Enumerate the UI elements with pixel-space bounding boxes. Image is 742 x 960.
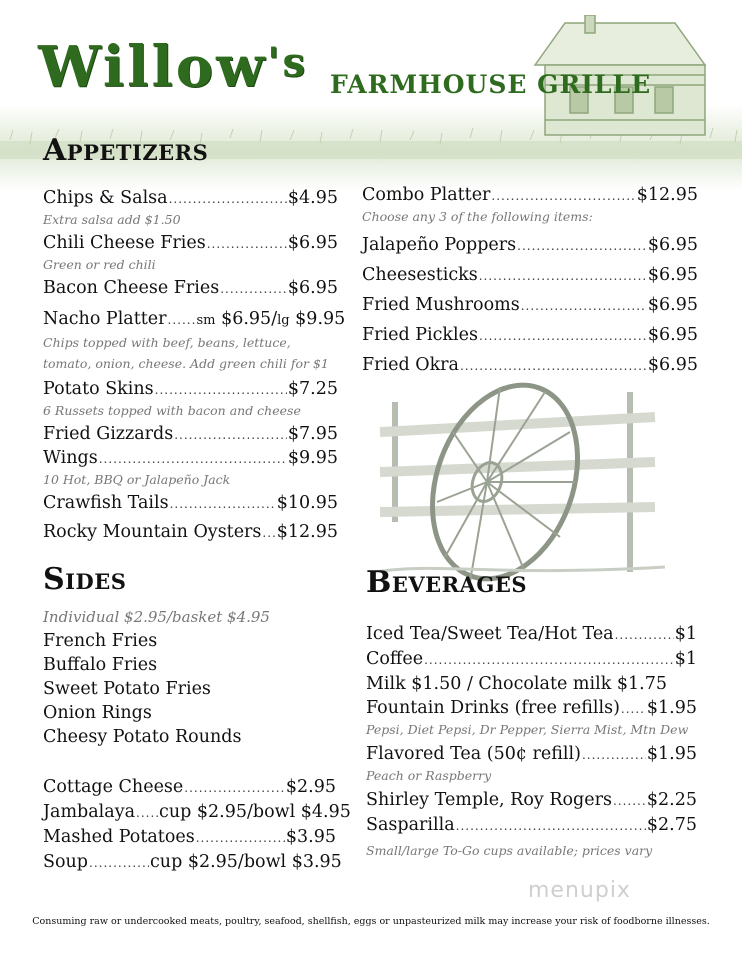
restaurant-subtitle: FARMHOUSE GRILLE — [330, 70, 652, 99]
menu-item: Fried Mushrooms ..... $6.95 — [362, 294, 698, 318]
menu-item: Crawfish Tails ..... $10.95 — [43, 492, 338, 516]
menu-item: Fried Okra ..... $6.95 — [362, 354, 698, 378]
menu-item: Shirley Temple, Roy Rogers ..... $2.25 — [366, 788, 697, 813]
item-note: Choose any 3 of the following items: — [362, 209, 593, 224]
item-note: Chips topped with beef, beans, lettuce, tomato, onion, cheese. Add green chili for $1 — [43, 335, 329, 371]
beverages-heading: Beverages — [366, 565, 528, 600]
item-note: Pepsi, Diet Pepsi, Dr Pepper, Sierra Mist, Mtn Dew — [366, 722, 689, 737]
menu-item: Chips & Salsa ..... $4.95 — [43, 187, 338, 211]
sides-list — [43, 606, 338, 749]
menu-item: Rocky Mountain Oysters ..... $12.95 — [43, 521, 338, 545]
appetizers-list — [43, 187, 346, 545]
side-item: Sweet Potato Fries — [43, 679, 211, 699]
sides-price-note: Individual $2.95/basket $4.95 — [43, 608, 270, 626]
menu-item: Wings ..... $9.95 — [43, 447, 338, 471]
menu-item: Combo Platter ..... $12.95 — [362, 184, 698, 208]
menu-item: Soup ..... cup $2.95/bowl $3.95 — [43, 850, 336, 875]
food-safety-disclaimer: Consuming raw or undercooked meats, poultry, seafood, shellfish, eggs or unpasteurized milk may increase your risk of foodborne illnesses. — [32, 916, 710, 927]
side-item: Onion Rings — [43, 703, 152, 723]
appetizers-heading: Appetizers — [43, 133, 209, 168]
item-note: Peach or Raspberry — [366, 768, 492, 783]
beverages-list — [366, 622, 697, 863]
watermark: menupix — [528, 878, 631, 903]
menu-item: Chili Cheese Fries ..... $6.95 — [43, 232, 338, 256]
item-note: Green or red chili — [43, 257, 156, 272]
wagon-wheel-fence-illustration — [375, 372, 665, 592]
menu-item: Iced Tea/Sweet Tea/Hot Tea ..... $1 — [366, 622, 697, 647]
beverages-footer-note: Small/large To-Go cups available; prices vary — [366, 843, 653, 858]
menu-item: Cottage Cheese ..... $2.95 — [43, 775, 336, 800]
menu-item: Fried Gizzards ..... $7.95 — [43, 423, 338, 447]
menu-item: Fountain Drinks (free refills) ..... $1.95 — [366, 696, 697, 721]
menu-item: Mashed Potatoes ..... $3.95 — [43, 825, 336, 850]
side-item: French Fries — [43, 631, 158, 651]
menu-item: Potato Skins ..... $7.25 — [43, 378, 338, 402]
menu-item: Milk $1.50 / Chocolate milk $1.75 — [366, 674, 667, 694]
side-item: Cheesy Potato Rounds — [43, 727, 242, 747]
menu-item: Nacho Platter ..... sm $6.95/lg $9.95 — [43, 308, 338, 332]
menu-item: Flavored Tea (50¢ refill) ..... $1.95 — [366, 742, 697, 767]
restaurant-name: Willow's — [38, 34, 309, 100]
menu-item: Jambalaya ..... cup $2.95/bowl $4.95 — [43, 800, 336, 825]
menu-item: Coffee ..... $1 — [366, 647, 697, 672]
sides-priced-list — [43, 775, 351, 875]
menu-item: Cheesesticks ..... $6.95 — [362, 264, 698, 288]
combo-list — [362, 184, 698, 378]
item-note: Extra salsa add $1.50 — [43, 212, 181, 227]
item-note: 6 Russets topped with bacon and cheese — [43, 403, 301, 418]
menu-item: Jalapeño Poppers ..... $6.95 — [362, 234, 698, 258]
sides-heading: Sides — [43, 562, 127, 597]
side-item: Buffalo Fries — [43, 655, 158, 675]
menu-item: Sasparilla ..... $2.75 — [366, 813, 697, 838]
item-note: 10 Hot, BBQ or Jalapeño Jack — [43, 472, 231, 487]
menu-item: Fried Pickles ..... $6.95 — [362, 324, 698, 348]
menu-item: Bacon Cheese Fries ..... $6.95 — [43, 277, 338, 301]
